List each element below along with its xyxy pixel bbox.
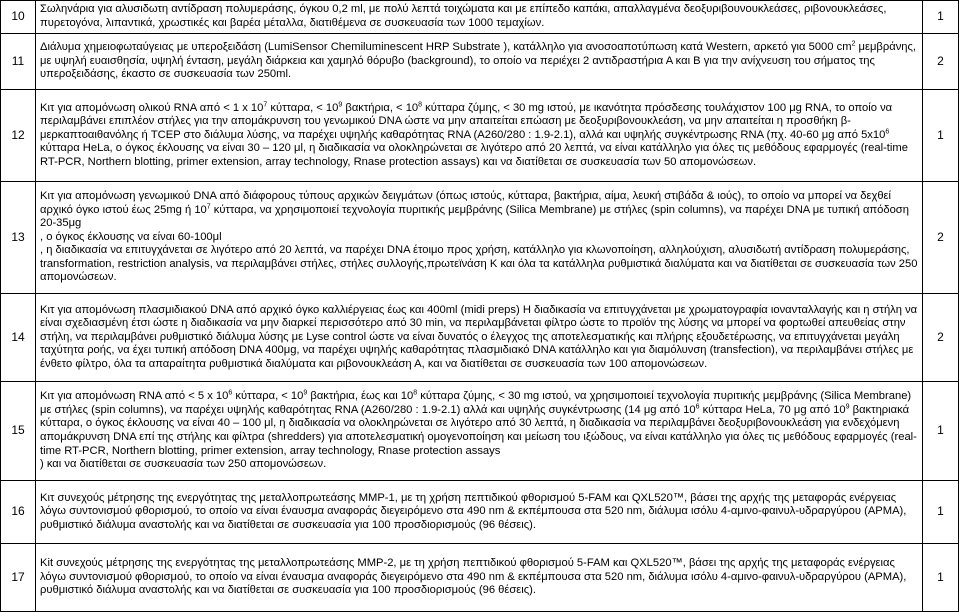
description-text: κύτταρα ζύμης, < 30 mg ιστού, με ικανότητα πρόσδεσης τουλάχιστον 100 μg RNA, το οποίο να περιλαμβάνει επιπλέον στήλες για την απομάκρυνση του γενωμικού DNA ώστε να μην απαιτείται επώαση με δεοξυριβονουκλεάση, να μην απαιτείται η προσθήκη β-μερκαπτοαιθανόλης ή TCEP στο διάλυμα λύσης, να παρέχει υψηλής καθαρότητας RNA (A260/280 : 1.9-2.1), αλλά και υψηλής συγκέντρωσης RNA (πχ. 40-60 μg από 5x10 <box>40 101 893 141</box>
item-description <box>36 182 923 294</box>
item-number: 11 <box>1 34 36 90</box>
description-text: Κιτ για απομόνωση γενωμικού DNA από διάφορους τύπους αρχικών δειγμάτων (όπως ιστούς, κύτταρα, βακτήρια, αίμα, λευκή στιβάδα & ιούς), το οποίο να μπορεί να δεχθεί αρχικό όγκο ιστού έως 25mg ή 10 <box>40 189 892 216</box>
item-quantity: 1 <box>923 90 959 182</box>
item-number: 17 <box>1 544 36 612</box>
table-row <box>1 294 959 382</box>
description-text: βακτήρια, < 10 <box>342 101 419 114</box>
description-text: κύτταρα, < 10 <box>232 390 304 403</box>
superscript: 2 <box>851 40 856 48</box>
description-text: κύτταρα, < 10 <box>267 101 339 114</box>
item-quantity: 2 <box>923 182 959 294</box>
table-row <box>1 182 959 294</box>
item-quantity: 1 <box>923 481 959 544</box>
superscript: 7 <box>263 100 268 108</box>
superscript: 7 <box>206 202 211 210</box>
item-number: 14 <box>1 294 36 382</box>
item-quantity: 1 <box>923 1 959 34</box>
superscript: 8 <box>418 100 423 108</box>
item-quantity: 1 <box>923 544 959 612</box>
description-paragraph <box>40 390 918 458</box>
description-paragraph <box>40 190 918 231</box>
item-description <box>36 34 923 90</box>
superscript: 9 <box>303 389 308 397</box>
item-quantity: 1 <box>923 382 959 481</box>
description-text: κύτταρα HeLa, 70 μg από 10 <box>699 403 846 416</box>
item-number: 16 <box>1 481 36 544</box>
description-text: Κιτ για απομόνωση ολικού RNA από < 1 x 10 <box>40 101 264 114</box>
superscript: 9 <box>845 403 850 411</box>
description-paragraph: ) και να διατίθεται σε συσκευασία των 250 απομονώσεων. <box>40 458 327 471</box>
item-description <box>36 382 923 481</box>
item-quantity: 2 <box>923 294 959 382</box>
item-number: 13 <box>1 182 36 294</box>
item-description: Κιτ για απομόνωση πλασμιδιακού DNA από αρχικό όγκο καλλιέργειας έως και 400ml (midi preps) Η διαδικασία να επιτυγχάνεται με χρωματογραφία ιονανταλλαγής και η στήλη να είναι σχεδιασμένη έτσι ώστε η διαδικασία να μην διαρκεί περισσότερο από 30 min, να περιλαμβάνεται φίλτρο ώστε το προϊόν της λύσης να μπορεί να φορτωθεί απευθείας στην στήλη, να περιλαμβάνει ρυθμιστικό διάλυμα λύσης με Lyse control ώστε να είναι δυνατός ο έλεγχος της αποτελεσματικής και πλήρης εξουδετέρωσης, να επιτυγχάνεται μεγάλη ταχύτητα ροής, να έχει τυπική απόδοση DNA 400μg, να παρέχει υψηλής καθαρότητας πλασμιδιακό DNA κατάλληλο και για διαμόλυνση (transfection), να περιλαμβάνει στήλες με ένθετο φίλτρο, όλα τα απαραίτητα ρυθμιστικά διαλύματα και ριβονουκλεάση Α, και να διατίθεται σε συσκευασία των 100 απομονώσεων. <box>36 294 923 382</box>
description-text: βακτήρια, έως και 10 <box>307 390 414 403</box>
description-text: Διάλυμα χημειοφωταύγειας με υπεροξειδάση (LumiSensor Chemiluminescent HRP Substrate ), κατάλληλο για ανοσοαποτύπωση κατά Western, αρκετό για 5000 cm <box>40 41 852 54</box>
table-row <box>1 34 959 90</box>
table-row <box>1 382 959 481</box>
description-text: βακτηριακά κύτταρα, ο όγκος έκλουσης να είναι 40 – 100 μl, η διαδικασία να ολοκληρώνεται σε λιγότερο από 30 λεπτά, η διαδικασία να περιλαμβάνει δεοξυριβονουκλεάση για ενδεχόμενη απομάκρυνση DNA επί της στήλης και φίλτρα (shredders) για αποτελεσματική ομογενοποίηση και μείωση του ιξώδους, να είναι κατάλληλο για όλες τις μεθόδους εφαρμογές (real-time RT-PCR, Northern blotting, primer extension, array technology, Rnase protection assays <box>40 403 917 457</box>
item-number: 15 <box>1 382 36 481</box>
item-number: 10 <box>1 1 36 34</box>
description-text: Κιτ για απομόνωση RNA από < 5 x 10 <box>40 390 229 403</box>
table-row <box>1 90 959 182</box>
superscript: 6 <box>885 127 890 135</box>
description-text: κύτταρα ζύμης, < 30 mg ιστού, να χρησιμοποιεί τεχνολογία πυριτικής μεμβράνης (Silica Membrane) με στήλες (spin columns), να παρέχει υψηλής καθαρότητας RNA (A260/280 : 1.9-2.1) αλλά και υψηλής συγκέντρωσης (14 μg από 10 <box>40 390 912 416</box>
item-description: Σωληνάρια για αλυσιδωτη αντίδραση πολυμεράσης, όγκου 0,2 ml, με πολύ λεπτά τοιχώματα και με επίπεδο καπάκι, απαλλαγμένα δεοξυριβουνουκλεάσες, ριβονουκλεάσες, πυρετογόνα, λιπαντικά, χρωστικές και βαρέα μέταλλα, διατιθέμενα σε συσκευασία των 1000 τεμαχίων. <box>36 1 923 34</box>
item-number: 12 <box>1 90 36 182</box>
superscript: 6 <box>228 389 233 397</box>
item-description: Κιτ συνεχούς μέτρησης της ενεργότητας της μεταλλοπρωτεάσης MMP-1, με τη χρήση πεπτιδικού φθορισμού 5-FAM και QXL520™, βάσει της αρχής της μεταφοράς ενέργειας λόγω συντονισμού φθορισμού, το οποίο να είναι έναυσμα αναφοράς διεγειρόμενο στα 490 nm & εκπέμπουσα στα 520 nm, διάλυμα ισόλυ 4-αμινο-φαινυλ-υδραργύρου (APMA), ρυθμιστικό διάλυμα αναστολής και να διατίθεται σε συσκευασία για 100 προσδιορισμούς (96 θέσεις). <box>36 481 923 544</box>
item-quantity: 2 <box>923 34 959 90</box>
table-row <box>1 1 959 34</box>
superscript: 6 <box>695 403 700 411</box>
description-paragraph: , ο όγκος έκλουσης να είναι 60-100μl <box>40 230 222 243</box>
description-text: κύτταρα, να χρησιμοποιεί τεχνολογία πυριτικής μεμβράνης (Silica Membrane) με στήλες (spin columns), να παρέχει DNA με τυπική απόδοση 20-35μg <box>40 203 909 230</box>
superscript: 8 <box>413 389 418 397</box>
description-paragraph: , η διαδικασία να επιτυγχάνεται σε λιγότερο από 20 λεπτά, να παρέχει DNA έτοιμο προς χρήση, κατάλληλο για κλωνοποίηση, αλληλούχιση, αλυσιδωτή αντίδραση πολυμεράσης, transformation, restriction analysis, να περιλαμβάνει στήλες, στήλες συλλογής,πρωτεϊνάση Κ και όλα τα κατάλληλα ρυθμιστικά διαλύματα και να διατίθεται σε συσκευασία των 250 απομονώσεων. <box>40 244 918 284</box>
description-text: μεμβράνης, με υψηλή ευαισθησία, υψηλή ένταση, μεγάλη διάρκεια και χαμηλό θόρυβο (background), το οποίο να περιέχει 2 αντιδραστήρια Α και Β για την ανίχνευση του σήματος της υπεροξειδάσης, έκαστο σε συσκευασία των 250ml. <box>40 41 917 81</box>
superscript: 9 <box>338 100 343 108</box>
table-row <box>1 481 959 544</box>
description-text: κύτταρα HeLa, ο όγκος έκλουσης να είναι 30 – 120 μl, η διαδικασία να ολοκληρώνεται σε λιγότερο από 20 λεπτά, να είναι κατάλληλο για όλες τις μεθόδους εφαρμογές (real-time RT-PCR, Northern blotting, primer extension, array technology, Rnase protection assays) και να διατίθεται σε συσκευασία των 50 απομονώσεων. <box>40 142 908 168</box>
table-row <box>1 544 959 612</box>
item-description: Κit συνεχούς μέτρησης της ενεργότητας της μεταλλοπρωτεάσης MMP-2, με τη χρήση πεπτιδικού φθορισμού 5-FAM και QXL520™, βάσει της αρχής της μεταφοράς ενέργειας λόγω συντονισμού φθορισμού, το οποίο να είναι έναυσμα αναφοράς διεγειρόμενο στα 490 nm & εκπέμπουσα στα 520 nm, διάλυμα ισόλυ 4-αμινο-φαινυλ-υδραργύρου (APMA), ρυθμιστικό διάλυμα αναστολής και να διατίθεται σε συσκευασία για 100 προσδιορισμούς (96 θέσεις). <box>36 544 923 612</box>
item-description <box>36 90 923 182</box>
